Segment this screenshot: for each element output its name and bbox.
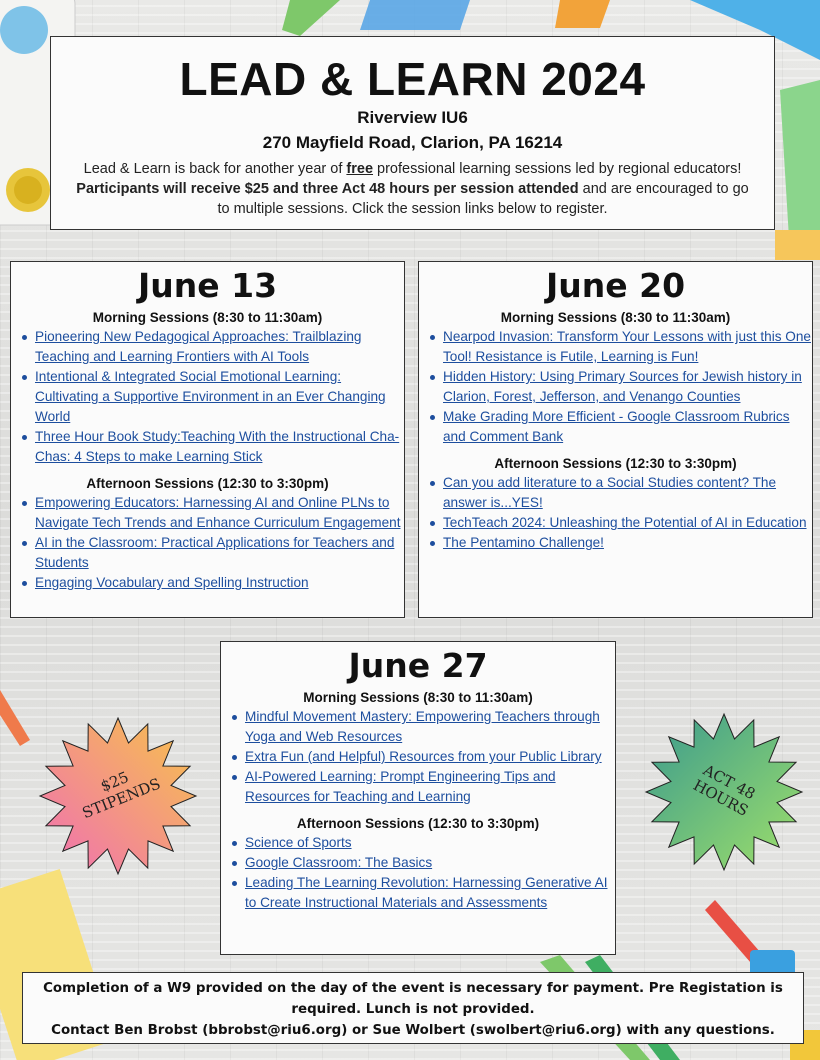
session-link[interactable]: Hidden History: Using Primary Sources for Jewish history in Clarion, Forest, Jefferson, and Venango Counties [443,367,812,407]
footer-notice [22,972,804,1044]
event-header [50,36,775,230]
contact-info: Contact Ben Brobst (bbrobst@riu6.org) or Sue Wolbert (swolbert@riu6.org) with any questions. [51,1023,775,1038]
session-link[interactable]: Leading The Learning Revolution: Harnessing Generative AI to Create Instructional Materials and Assessments [245,873,615,913]
afternoon-sessions-heading: Afternoon Sessions (12:30 to 3:30pm) [86,476,329,491]
free-emphasis: free [346,161,374,177]
afternoon-sessions-heading: Afternoon Sessions (12:30 to 3:30pm) [494,456,737,471]
morning-sessions-heading: Morning Sessions (8:30 to 11:30am) [92,310,323,325]
act48-badge-text: ACT 48 HOURS [690,760,759,820]
session-link[interactable]: Three Hour Book Study:Teaching With the Instructional Cha-Chas: 4 Steps to make Learning Stick [35,427,404,467]
participant-benefit: Participants will receive $25 and three Act 48 hours per session attended [76,181,579,197]
session-link[interactable]: Pioneering New Pedagogical Approaches: Trailblazing Teaching and Learning Frontiers with AI Tools [35,327,404,367]
organization-name: Riverview IU6 [357,108,468,127]
afternoon-session-list [419,473,812,553]
stipend-badge-text: $25 STIPENDS [79,767,164,823]
day-date: June 13 [137,266,278,305]
afternoon-session-list [11,493,404,593]
day-panel-june-20 [418,261,813,618]
day-date: June 20 [545,266,686,305]
afternoon-sessions-heading: Afternoon Sessions (12:30 to 3:30pm) [296,816,540,831]
session-link[interactable]: Google Classroom: The Basics [245,853,615,873]
session-link[interactable]: TechTeach 2024: Unleashing the Potential of AI in Education [443,513,812,533]
day-panel-june-27 [220,641,616,955]
event-title: LEAD & LEARN 2024 [179,53,646,105]
session-link[interactable]: Extra Fun (and Helpful) Resources from your Public Library [245,747,615,767]
session-link[interactable]: Can you add literature to a Social Studies content? The answer is...YES! [443,473,812,513]
payment-notice: Completion of a W9 provided on the day of the event is necessary for payment. Pre Registation is required. Lunch is not provided. [43,981,783,1017]
day-date: June 27 [348,646,488,685]
session-link[interactable]: Engaging Vocabulary and Spelling Instruction [35,573,404,593]
session-link[interactable]: Nearpod Invasion: Transform Your Lessons with just this One Tool! Resistance is Futile, Learning is Fun! [443,327,812,367]
afternoon-session-list [221,833,615,913]
event-intro: Lead & Learn is back for another year of free professional learning sessions led by regional educators! Participants will receive $25 and three Act 48 hours per session attended and are encouraged to go to multiple sessions. Click the session links below to register. [76,161,749,217]
morning-session-list [419,327,812,447]
session-link[interactable]: AI-Powered Learning: Prompt Engineering Tips and Resources for Teaching and Learning [245,767,615,807]
session-link[interactable]: Science of Sports [245,833,615,853]
session-link[interactable]: Intentional & Integrated Social Emotional Learning: Cultivating a Supportive Environment in an Ever Changing World [35,367,404,427]
session-link[interactable]: Empowering Educators: Harnessing AI and Online PLNs to Navigate Tech Trends and Enhance Curriculum Engagement [35,493,404,533]
morning-session-list [221,707,615,807]
day-panel-june-13 [10,261,405,618]
session-link[interactable]: AI in the Classroom: Practical Applications for Teachers and Students [35,533,404,573]
session-link[interactable]: Make Grading More Efficient - Google Classroom Rubrics and Comment Bank [443,407,812,447]
session-link[interactable]: The Pentamino Challenge! [443,533,812,553]
session-link[interactable]: Mindful Movement Mastery: Empowering Teachers through Yoga and Web Resources [245,707,615,747]
morning-session-list [11,327,404,467]
morning-sessions-heading: Morning Sessions (8:30 to 11:30am) [303,690,533,705]
event-address: 270 Mayfield Road, Clarion, PA 16214 [262,133,563,152]
morning-sessions-heading: Morning Sessions (8:30 to 11:30am) [500,310,731,325]
